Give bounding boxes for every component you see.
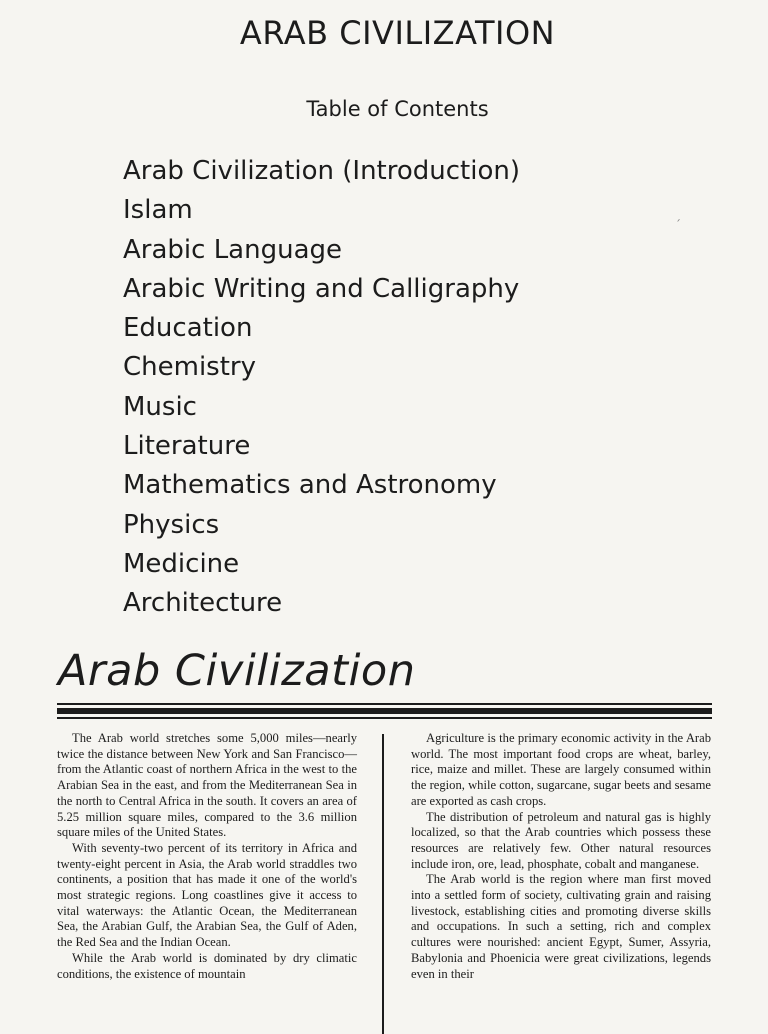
article-paragraph: While the Arab world is dominated by dry climatic conditions, the existence of mountain	[57, 950, 357, 981]
article-paragraph: The Arab world stretches some 5,000 miles—nearly twice the distance between New York and San Francisco—from the Atlantic coast of northern Africa in the west to the Arabian Sea in the east, and from the Mediterranean Sea in the north to Central Africa in the south. It covers an area of 5.25 million square miles, compared to the 3.6 million square miles of the United States.	[57, 731, 357, 840]
toc-item: Arabic Language	[123, 234, 343, 265]
toc-item: Education	[123, 313, 253, 344]
toc-item: Mathematics and Astronomy	[123, 470, 497, 501]
toc-item: Literature	[123, 431, 251, 462]
toc-item: Arabic Writing and Calligraphy	[123, 273, 520, 304]
margin-mark: ˊ	[675, 218, 681, 232]
column-divider	[382, 734, 384, 1034]
article-paragraph: With seventy-two percent of its territory in Africa and twenty-eight percent in Asia, the Arab world straddles two continents, a position that has made it one of the world's most strategic regions. Long coastlines give it access to vital waterways: the Atlantic Ocean, the Mediterranean Sea, the Arabian Gulf, the Arabian Sea, the Gulf of Aden, the Red Sea and the Indian Ocean.	[57, 840, 357, 950]
article-paragraph: The distribution of petroleum and natural gas is highly localized, so that the Arab countries which possess these resources are relatively few. Other natural resources include iron, ore, lead, phosphate, cobalt and manganese.	[411, 809, 711, 871]
toc-heading: Table of Contents	[306, 97, 489, 121]
title-rule-thick	[57, 708, 712, 714]
toc-item: Physics	[123, 509, 220, 540]
table-of-contents	[123, 152, 520, 624]
article-title: Arab Civilization	[58, 646, 416, 696]
toc-item: Music	[123, 391, 197, 422]
page-title: ARAB CIVILIZATION	[239, 14, 556, 52]
toc-item: Architecture	[123, 588, 283, 619]
article-paragraph: Agriculture is the primary economic activity in the Arab world. The most important food crops are wheat, barley, rice, maize and millet. These are largely consumed within the region, while cotton, sugarcane, sugar beets and sesame are exported as cash crops.	[411, 731, 711, 808]
toc-item: Islam	[123, 195, 193, 226]
article-paragraph: The Arab world is the region where man first moved into a settled form of society, cultivating grain and raising livestock, establishing cities and promoting diverse skills and occupations. In such a setting, rich and complex cultures were nourished: ancient Egypt, Sumer, Assyria, Babylonia and Phoenicia were great civilizations, legends even in their	[411, 872, 711, 981]
toc-item: Arab Civilization (Introduction)	[123, 156, 520, 186]
title-rule-bottom	[57, 717, 712, 719]
title-rule-top	[57, 703, 712, 705]
article-column-right	[411, 731, 711, 982]
toc-item: Chemistry	[123, 352, 256, 383]
article-column-left	[57, 731, 357, 982]
toc-item: Medicine	[123, 548, 240, 579]
